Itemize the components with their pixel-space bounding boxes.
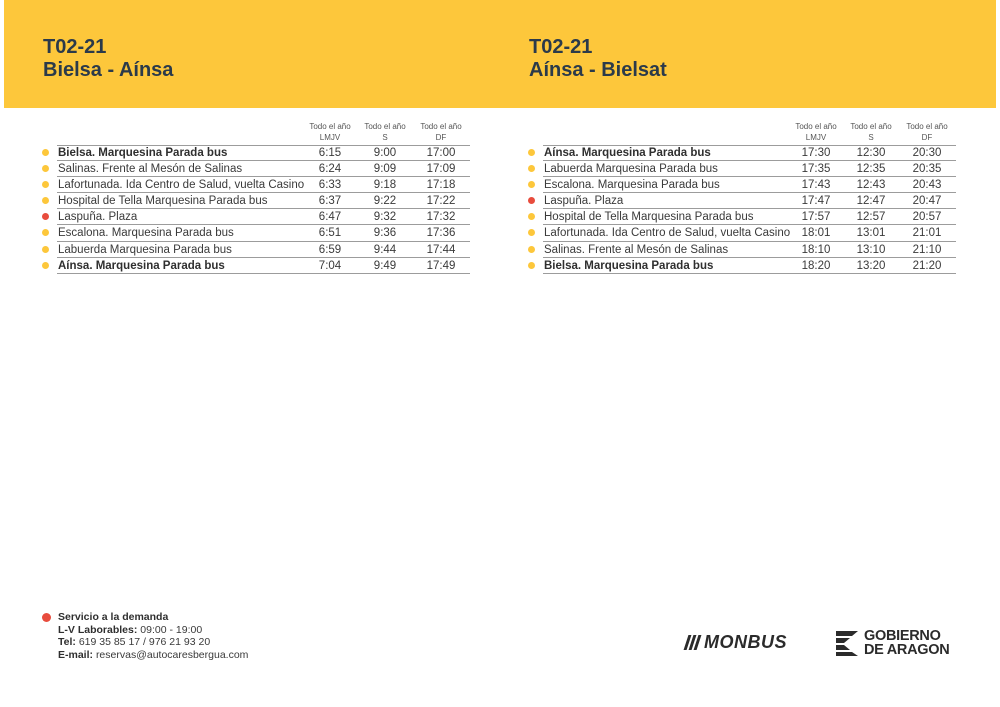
table-row: [528, 193, 956, 209]
departure-time: 20:35: [912, 163, 942, 176]
departure-time: 12:47: [856, 195, 886, 208]
gobierno-aragon-logo: [834, 629, 949, 657]
departure-time: 17:09: [426, 163, 456, 176]
departure-time: 12:57: [856, 211, 886, 224]
departure-time: 21:01: [912, 227, 942, 240]
monbus-bars-icon: [686, 635, 699, 650]
monbus-wordmark: MONBUS: [704, 632, 787, 652]
departure-time: 17:43: [801, 179, 831, 192]
column-header: [413, 121, 469, 143]
departure-time: 17:22: [426, 195, 456, 208]
departure-time: 18:20: [801, 259, 831, 272]
column-header-period: Todo el año: [795, 122, 837, 131]
inbound-route-header: [529, 36, 667, 82]
on-demand-dot: [42, 613, 51, 622]
stop-name: Labuerda Marquesina Parada bus: [58, 243, 232, 256]
departure-time: 21:10: [912, 243, 942, 256]
column-header-days: LMJV: [805, 133, 827, 142]
stop-dot: [42, 246, 49, 253]
inbound-timetable: [528, 121, 956, 274]
column-header-period: Todo el año: [309, 122, 351, 131]
email-value: reservas@autocaresbergua.com: [95, 648, 249, 661]
inbound-column-headers: [528, 121, 956, 145]
stop-name: Aínsa. Marquesina Parada bus: [544, 147, 711, 159]
departure-time: 20:47: [912, 195, 942, 208]
departure-time: 7:04: [318, 259, 342, 272]
departure-time: 6:37: [318, 195, 342, 208]
column-header: [788, 121, 844, 143]
table-row: [528, 145, 956, 161]
stop-name: Hospital de Tella Marquesina Parada bus: [544, 211, 754, 224]
column-header-period: Todo el año: [906, 122, 948, 131]
column-header-period: Todo el año: [850, 122, 892, 131]
departure-time: 9:22: [373, 195, 397, 208]
on-demand-stop-dot: [42, 213, 49, 220]
departure-time: 6:15: [318, 147, 342, 159]
stop-dot: [528, 149, 535, 156]
stop-name: Salinas. Frente al Mesón de Salinas: [544, 243, 729, 256]
stop-dot: [42, 181, 49, 188]
stop-dot: [42, 229, 49, 236]
on-demand-stop-dot: [528, 197, 535, 204]
stop-name: Escalona. Marquesina Parada bus: [544, 179, 720, 192]
hours-value: 09:00 - 19:00: [140, 623, 203, 636]
column-header-days: DF: [921, 133, 933, 142]
aragon-emblem-icon: [834, 629, 860, 657]
departure-time: 17:49: [426, 259, 456, 272]
departure-time: 13:10: [856, 243, 886, 256]
stop-name: Labuerda Marquesina Parada bus: [544, 163, 718, 176]
departure-time: 13:01: [856, 227, 886, 240]
outbound-column-headers: [42, 121, 470, 145]
departure-time: 12:43: [856, 179, 886, 192]
departure-time: 20:43: [912, 179, 942, 192]
table-row: [528, 225, 956, 241]
stop-dot: [528, 181, 535, 188]
column-header: [357, 121, 413, 143]
stop-dot: [528, 262, 535, 269]
departure-time: 9:00: [373, 147, 397, 159]
stop-dot: [42, 149, 49, 156]
column-header: [899, 121, 955, 143]
email-label: E-mail:: [58, 648, 94, 661]
column-header-days: DF: [435, 133, 447, 142]
departure-time: 20:57: [912, 211, 942, 224]
tel-label: Tel:: [58, 636, 76, 648]
table-row: [42, 177, 470, 193]
departure-time: 12:30: [856, 147, 886, 159]
departure-time: 17:47: [801, 195, 831, 208]
service-title: Servicio a la demanda: [58, 611, 169, 623]
outbound-route-name: Bielsa - Aínsa: [43, 59, 174, 81]
table-row: [528, 258, 956, 274]
departure-time: 17:44: [426, 243, 456, 256]
column-header-period: Todo el año: [364, 122, 406, 131]
departure-time: 21:20: [912, 259, 942, 272]
stop-name: Lafortunada. Ida Centro de Salud, vuelta Casino: [58, 179, 305, 192]
departure-time: 9:09: [373, 163, 397, 176]
departure-time: 12:35: [856, 163, 886, 176]
departure-time: 17:57: [801, 211, 831, 224]
stop-name: Hospital de Tella Marquesina Parada bus: [58, 195, 268, 208]
table-row: [528, 209, 956, 225]
departure-time: 20:30: [912, 147, 942, 159]
stop-name: Laspuña. Plaza: [58, 211, 138, 224]
outbound-timetable: [42, 121, 470, 274]
table-row: [42, 209, 470, 225]
departure-time: 18:10: [801, 243, 831, 256]
inbound-route-name: Aínsa - Bielsat: [529, 59, 667, 81]
table-row: [42, 242, 470, 258]
stop-dot: [528, 246, 535, 253]
tel-value: 619 35 85 17 / 976 21 93 20: [78, 636, 211, 648]
departure-time: 17:36: [426, 227, 456, 240]
table-row: [42, 225, 470, 241]
column-header: [843, 121, 899, 143]
departure-time: 18:01: [801, 227, 831, 240]
stop-dot: [42, 197, 49, 204]
departure-time: 9:44: [373, 243, 397, 256]
departure-time: 17:18: [426, 179, 456, 192]
column-header-period: Todo el año: [420, 122, 462, 131]
stop-dot: [528, 165, 535, 172]
stop-name: Lafortunada. Ida Centro de Salud, vuelta Casino: [544, 227, 791, 240]
table-row: [528, 242, 956, 258]
departure-time: 9:36: [373, 227, 397, 240]
departure-time: 6:47: [318, 211, 342, 224]
departure-time: 9:49: [373, 259, 397, 272]
table-row: [42, 161, 470, 177]
stop-dot: [528, 213, 535, 220]
column-header: [302, 121, 358, 143]
departure-time: 6:24: [318, 163, 342, 176]
stop-name: Aínsa. Marquesina Parada bus: [58, 259, 225, 272]
departure-time: 13:20: [856, 259, 886, 272]
stop-dot: [42, 262, 49, 269]
table-row: [42, 258, 470, 274]
departure-time: 9:18: [373, 179, 397, 192]
column-header-days: LMJV: [319, 133, 341, 142]
stop-dot: [528, 229, 535, 236]
table-row: [528, 161, 956, 177]
table-row: [42, 145, 470, 161]
stop-name: Laspuña. Plaza: [544, 195, 624, 208]
aragon-line1: GOBIERNO: [864, 628, 941, 644]
departure-time: 17:00: [426, 147, 456, 159]
departure-time: 17:35: [801, 163, 831, 176]
departure-time: 17:32: [426, 211, 456, 224]
inbound-route-code: T02-21: [529, 36, 593, 58]
column-header-days: S: [382, 133, 388, 142]
monbus-logo: [686, 632, 787, 653]
departure-time: 9:32: [373, 211, 397, 224]
stop-name: Bielsa. Marquesina Parada bus: [544, 259, 714, 272]
aragon-line2: DE ARAGON: [864, 642, 950, 658]
departure-time: 17:30: [801, 147, 831, 159]
stop-name: Bielsa. Marquesina Parada bus: [58, 147, 228, 159]
departure-time: 6:51: [318, 227, 342, 240]
departure-time: 6:33: [318, 179, 342, 192]
stop-name: Escalona. Marquesina Parada bus: [58, 227, 234, 240]
hours-label: L-V Laborables:: [58, 623, 138, 636]
table-row: [42, 193, 470, 209]
stop-dot: [42, 165, 49, 172]
column-header-days: S: [868, 133, 874, 142]
outbound-route-code: T02-21: [43, 36, 107, 58]
table-row: [528, 177, 956, 193]
outbound-route-header: [43, 36, 173, 82]
departure-time: 6:59: [318, 243, 342, 256]
stop-name: Salinas. Frente al Mesón de Salinas: [58, 163, 243, 176]
